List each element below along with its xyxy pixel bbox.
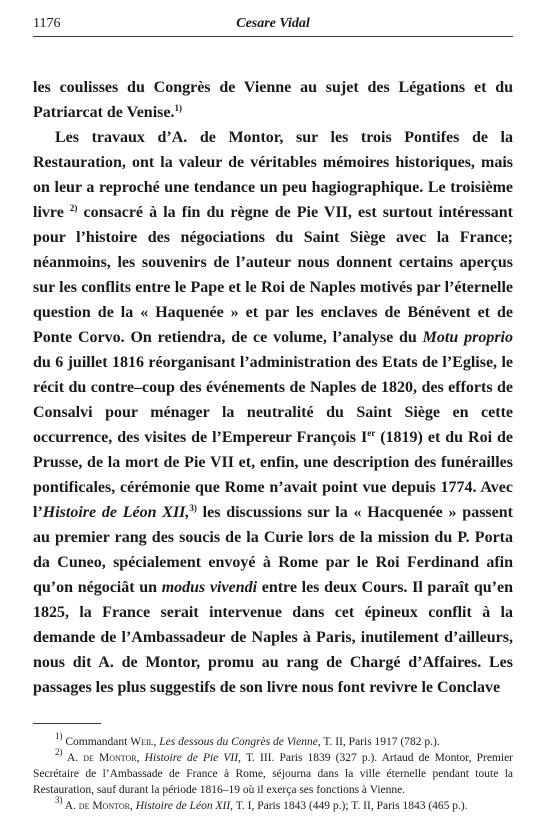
page-number: 1176	[33, 16, 61, 31]
footnotes	[33, 731, 514, 814]
footnote	[33, 795, 513, 814]
text-run: entre les deux Cours. Il paraît qu’en 1825, la France serait intervenue dans cet épineux conflit à la demande de l’Ambassadeur de Naples à Paris, inutilement d’ailleurs, nous dit A. de Montor, promu au rang de Chargé d’Affaires. Les passages les plus suggestifs de son livre nous font revivre le Conclave	[33, 579, 513, 696]
small-caps-text: Weil	[130, 736, 154, 748]
running-title: Cesare Vidal	[236, 16, 310, 31]
text-run: (1819) et du Roi de Prusse, de la mort de Pie VII et, enfin, une description des funérailles pontificales, cérémonie que Rome n’avait point vue depuis 1774. Avec l’	[33, 429, 514, 521]
text-run: les coulisses du Congrès de Vienne au sujet des Légations et du Patriarcat de Venise.	[33, 79, 513, 121]
note-reference: 1)	[174, 103, 182, 113]
text-run: A.	[62, 752, 84, 764]
small-caps-text: de Montor	[78, 800, 130, 812]
paragraph	[33, 75, 513, 125]
italic-text: Les dessous du Congrès de Vienne	[159, 736, 318, 748]
text-run: , T. I, Paris 1843 (449 p.); T. II, Paris 1843 (465 p.).	[230, 800, 468, 812]
note-reference: 1)	[55, 731, 63, 741]
italic-text: Histoire de Pie VII	[144, 752, 239, 764]
italic-text: Motu proprio	[422, 329, 513, 346]
text-run: , T. III. Paris 1839 (327 p.). Artaud de Montor, Premier Secrétaire de l’Ambassade de France à Rome, séjourna dans la ville éternelle pendant toute la Restauration, sauf durant la période 1816–19 où il exerça ses fonctions à Vienne.	[33, 752, 514, 796]
text-run: , T. II, Paris 1917 (782 p.).	[317, 736, 440, 748]
note-reference: 3)	[55, 795, 63, 805]
note-reference: 3)	[189, 503, 197, 513]
text-run: ,	[153, 736, 160, 748]
note-reference: er	[367, 428, 376, 438]
text-run: A.	[62, 800, 79, 812]
note-reference: 2)	[69, 203, 78, 213]
footnote-rule	[33, 723, 101, 724]
italic-text: modus vivendi	[161, 579, 258, 596]
text-run: ,	[129, 800, 136, 812]
footnote	[33, 731, 513, 750]
text-run: Les travaux d’A. de Montor, sur les trois Pontifes de la Restauration, ont la valeur de véritables mémoires historiques, mais on leur a reproché une tendance un peu hagiographique. Le troisième livre	[33, 129, 513, 221]
note-reference: 2)	[55, 747, 63, 757]
text-run: du 6 juillet 1816 réorganisant l’administration des Etats de l’Eglise, le récit du contre–coup des événements de Naples de 1820, des efforts de Consalvi pour ménager la neutralité du Saint Siège en cette occurrence, des visites de l’Empereur François I	[33, 354, 513, 446]
footnote	[33, 747, 514, 798]
small-caps-text: de Montor	[83, 752, 137, 764]
text-run: consacré à la fin du règne de Pie VII, est surtout intéressant pour l’histoire des négociations du Saint Siège avec la France; néanmoins, les souvenirs de l’auteur nous donnent certains aperçus sur les conflits entre le Pape et le Roi de Naples motivés par l’éternelle question de la « Haquenée » et par les enclaves de Bénévent et de Ponte Corvo. On retiendra, de ce volume, l’analyse du	[33, 204, 513, 346]
body-text	[33, 75, 513, 700]
text-run: ,	[136, 752, 145, 764]
italic-text: Histoire de Léon XII,	[42, 504, 190, 521]
italic-text: Histoire de Léon XII	[135, 800, 231, 812]
text-run: les discussions sur la « Hacquenée » passent au premier rang des soucis de la Curie lors de la mission du P. Porta da Cuneo, spécialement envoyé à Rome par le Roi Ferdinand afin qu’on négociât un	[33, 504, 513, 596]
page-header	[33, 14, 513, 37]
text-run: Commandant	[62, 736, 131, 748]
paragraph	[33, 125, 513, 700]
